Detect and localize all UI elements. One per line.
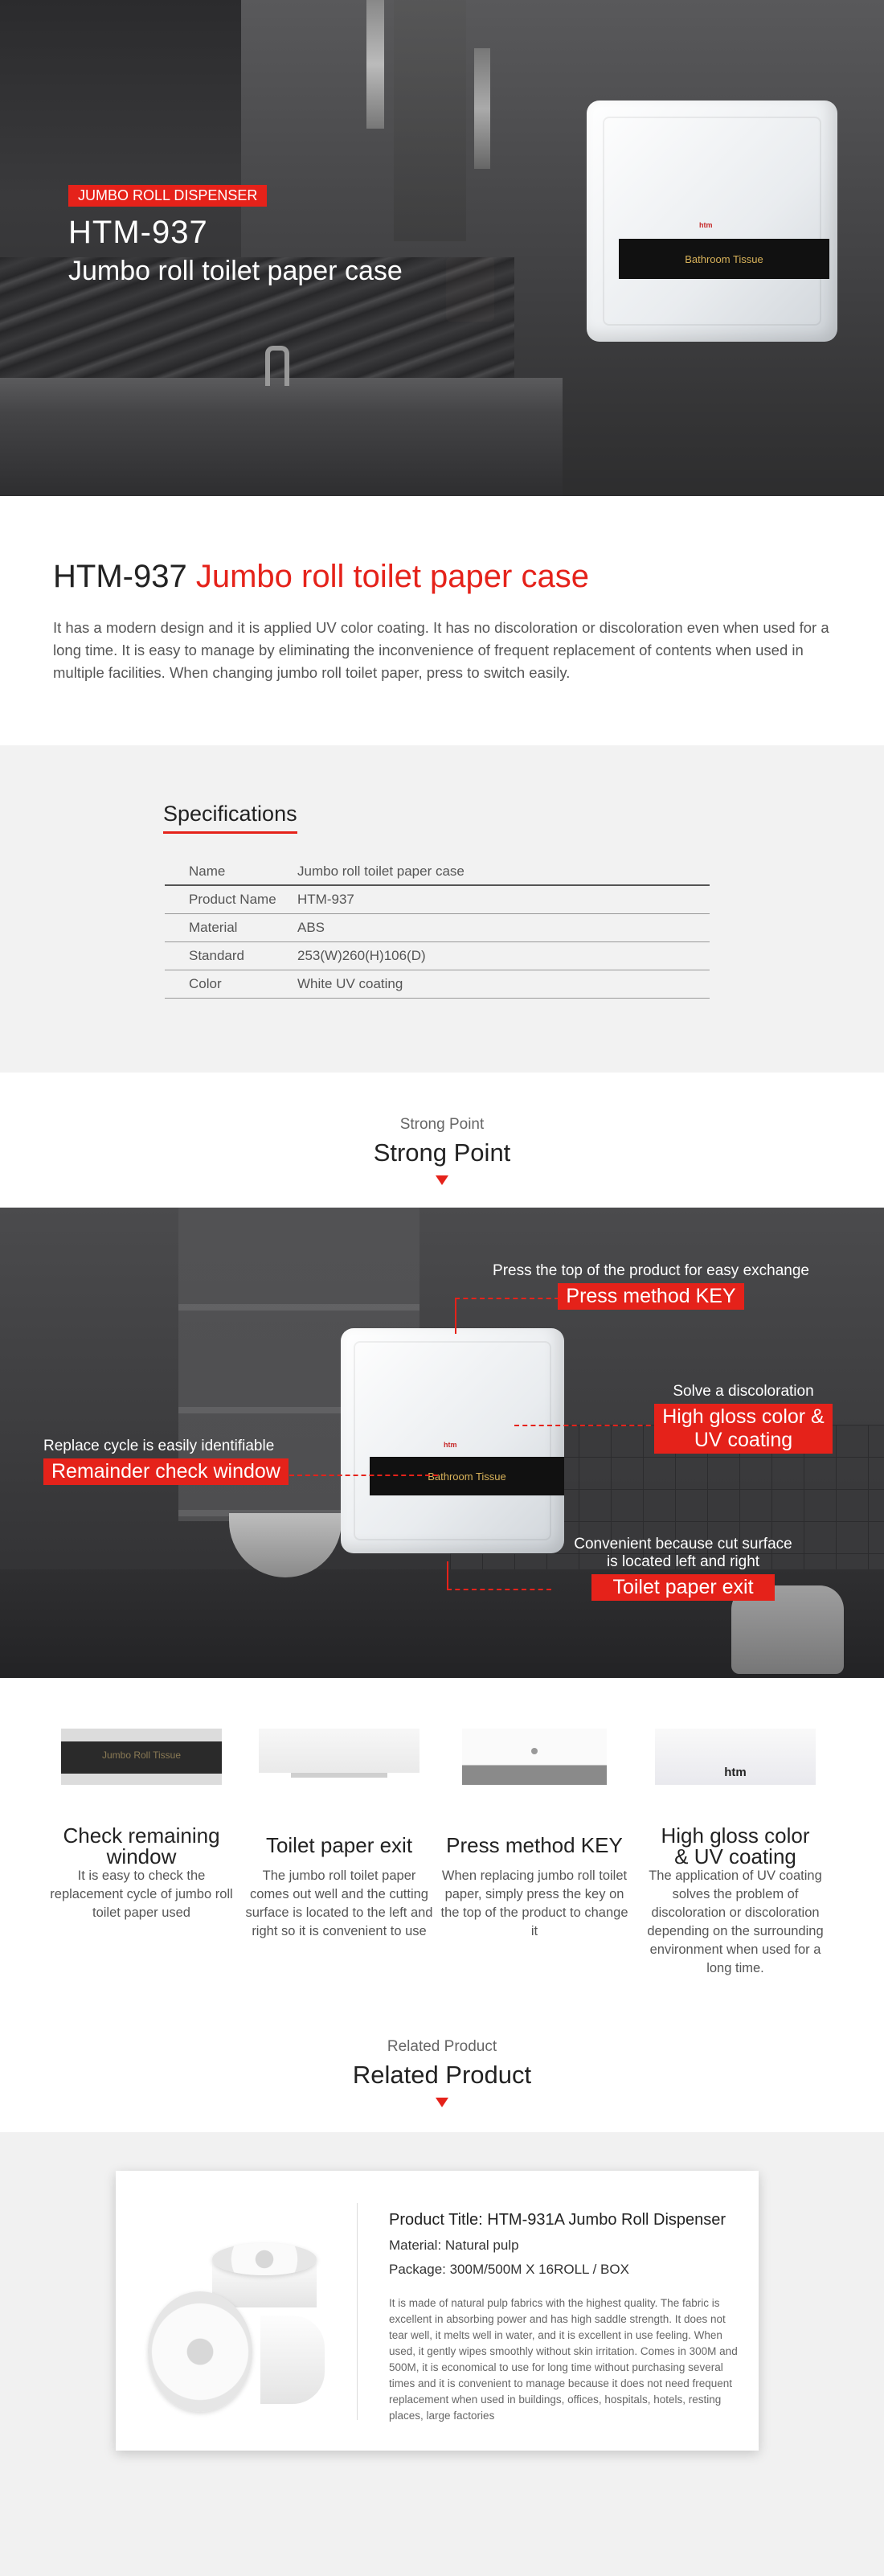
callout-high-gloss	[643, 1383, 844, 1454]
callout-line	[289, 1475, 438, 1476]
spec-value: HTM-937	[297, 892, 354, 907]
sink	[229, 1513, 342, 1577]
dispenser-logo: htm	[699, 221, 713, 229]
callout-label	[654, 1404, 832, 1454]
feature-description: The jumbo roll toilet paper comes out well and the cutting surface is located to the left and right so it is convenient to use	[245, 1868, 433, 1938]
feature-description: It is easy to check the replacement cycle of jumbo roll toilet paper used	[50, 1868, 233, 1920]
callout-label-line: High gloss color &	[662, 1405, 825, 1428]
product-title: Product Title: HTM-931A Jumbo Roll Dispenser	[389, 2211, 726, 2229]
feature-title-line: High gloss color	[661, 1823, 810, 1848]
callout-text-line: is located left and right	[606, 1553, 760, 1570]
callout-line	[514, 1425, 659, 1426]
callout-text-line: Convenient because cut surface	[574, 1536, 792, 1553]
dispenser-window: Bathroom Tissue	[370, 1457, 564, 1495]
spec-label: Standard	[189, 948, 244, 963]
dispenser-window: Bathroom Tissue	[619, 239, 829, 279]
hero-dispenser-image	[587, 100, 837, 342]
feature-card	[438, 1729, 631, 1941]
callout-line	[447, 1589, 551, 1590]
intro-title-red: Jumbo roll toilet paper case	[195, 559, 589, 594]
feature-title	[639, 1825, 832, 1867]
feature-image-text: Jumbo Roll Tissue	[101, 1749, 182, 1761]
spec-row	[165, 970, 710, 999]
callout-text: Replace cycle is easily identifiable	[43, 1438, 275, 1454]
triangle-down-icon	[436, 1175, 448, 1185]
callout-text: Press the top of the product for easy exchange	[493, 1262, 809, 1279]
callout-check-window	[43, 1438, 293, 1485]
section-kicker: Strong Point	[399, 1116, 485, 1133]
spec-row	[165, 886, 710, 914]
feature-image	[259, 1729, 419, 1785]
triangle-down-icon	[436, 2098, 448, 2107]
section-kicker: Related Product	[387, 2038, 497, 2055]
spec-label: Product Name	[189, 892, 276, 907]
section-title: Related Product	[352, 2061, 532, 2089]
section-title: Strong Point	[373, 1138, 511, 1167]
spec-row	[165, 914, 710, 942]
feature-title	[243, 1835, 436, 1856]
hero-subtitle: Jumbo roll toilet paper case	[68, 256, 403, 286]
feature-title-line: & UV coating	[674, 1844, 796, 1868]
feature-title	[45, 1825, 238, 1867]
callout-line	[447, 1561, 448, 1589]
feature-image	[655, 1729, 816, 1785]
callout-text	[555, 1536, 812, 1571]
spec-label: Color	[189, 976, 222, 991]
hero-mirror	[394, 0, 466, 241]
feature-image	[462, 1729, 607, 1785]
spec-label: Material	[189, 920, 238, 935]
feature-description: When replacing jumbo roll toilet paper, simply press the key on the top of the product to change it	[440, 1868, 628, 1938]
feature-title	[438, 1835, 631, 1856]
feature-title-line: Check remaining	[63, 1823, 220, 1848]
wall-lamp	[474, 48, 490, 169]
callout-text: Solve a discoloration	[673, 1383, 814, 1400]
spec-value: ABS	[297, 920, 325, 935]
callout-label: Press method KEY	[558, 1283, 743, 1310]
callout-label-line: UV coating	[694, 1429, 793, 1451]
feature-title-line: Press method KEY	[446, 1833, 623, 1857]
paper-tail	[0, 0, 32, 84]
spec-value: White UV coating	[297, 976, 403, 991]
callout-line	[455, 1298, 456, 1334]
intro-title	[53, 559, 589, 595]
specifications-heading: Specifications	[163, 802, 297, 834]
related-product-card[interactable]	[116, 2171, 759, 2451]
hero-text	[68, 185, 403, 287]
card-divider	[357, 2203, 358, 2420]
feature-description: The application of UV coating solves the problem of discoloration or discoloration depending on the surrounding environment when used for a long time.	[647, 1868, 824, 1975]
specifications-section	[0, 745, 884, 1073]
feature-card	[639, 1729, 832, 1978]
related-product-heading	[0, 2038, 884, 2107]
paper-tail	[0, 1208, 29, 1282]
toilet-roll-image	[148, 2243, 389, 2404]
product-material: Material: Natural pulp	[389, 2238, 519, 2253]
spec-label: Name	[189, 863, 226, 879]
hero-model: HTM-937	[68, 215, 208, 250]
product-package: Package: 300M/500M X 16ROLL / BOX	[389, 2262, 629, 2277]
strong-point-image	[0, 1208, 884, 1678]
callout-paper-exit	[555, 1536, 812, 1601]
spec-value: Jumbo roll toilet paper case	[297, 863, 465, 879]
feature-card	[243, 1729, 436, 1941]
dispenser-logo: htm	[444, 1441, 457, 1449]
feature-image-text: htm	[724, 1766, 747, 1779]
callout-press-key	[474, 1262, 828, 1310]
strong-point-heading	[0, 1116, 884, 1185]
hero-banner	[0, 0, 884, 496]
intro-description: It has a modern design and it is applied UV color coating. It has no discoloration or discoloration even when used for a long time. It is easy to manage by eliminating the inconvenience of frequent replacement of contents when used in multiple facilities. When changing jumbo roll toilet paper, press to switch easily.	[53, 619, 829, 681]
spec-row	[165, 942, 710, 970]
hero-badge: JUMBO ROLL DISPENSER	[68, 185, 267, 207]
spec-value: 253(W)260(H)106(D)	[297, 948, 426, 963]
intro-section	[0, 496, 884, 745]
feature-card	[45, 1729, 238, 1922]
product-description: It is made of natural pulp fabrics with the highest quality. The fabric is excellent in absorbing power and has high saddle strength. It does not tear well, it melts well in water, and it is excellent in use feeling. When used, it gently wipes smoothly without skin irritation. Comes in 300M and 500M, it is economical to use for long time without purchasing several times and it is convenient to manage because it does not need frequent replacement when used in buildings, offices, hospitals, hotels, resting places, large factories	[389, 2297, 738, 2422]
intro-model: HTM-937	[53, 559, 187, 594]
spec-row	[165, 858, 710, 886]
specifications-table	[165, 858, 710, 999]
feature-title-line: Toilet paper exit	[265, 1833, 413, 1857]
faucet	[265, 346, 289, 386]
dispenser-image	[341, 1328, 564, 1553]
vanity-counter	[0, 378, 563, 496]
feature-image	[61, 1729, 222, 1785]
wall-lamp	[366, 0, 384, 129]
feature-title-line: window	[106, 1844, 177, 1868]
callout-label: Toilet paper exit	[591, 1574, 774, 1601]
callout-label: Remainder check window	[43, 1458, 289, 1485]
related-product-info	[389, 2211, 743, 2424]
